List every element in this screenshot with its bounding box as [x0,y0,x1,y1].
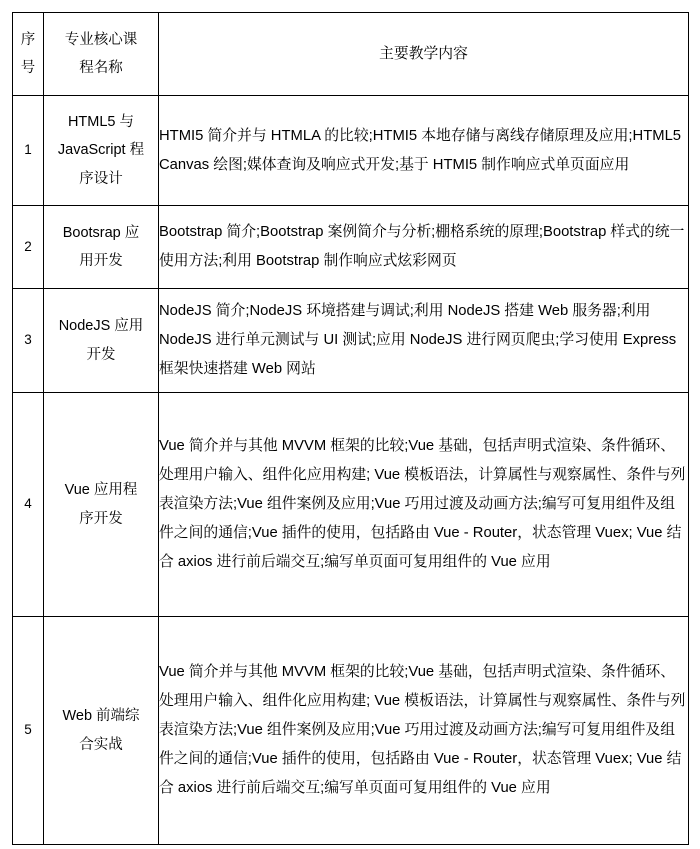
row-content-1: HTMI5 简介并与 HTMLA 的比较;HTMI5 本地存储与离线存储原理及应用;HTML5 Canvas 绘图;媒体查询及响应式开发;基于 HTMI5 制作响应式单页面应用 [159,96,689,206]
row-course-name-5 [44,617,159,845]
header-cell-content: 主要教学内容 [159,13,689,96]
row-index-2: 2 [13,206,44,289]
header-cell-index [13,13,44,96]
course-name-line1: Web 前端综 [62,708,140,725]
row-index-4: 4 [13,393,44,617]
table-body [13,96,689,845]
header-name-line2: 程名称 [79,60,123,76]
header-cell-course-name [44,13,159,96]
row-index-3: 3 [13,289,44,393]
row-content-5: Vue 简介并与其他 MVVM 框架的比较;Vue 基础，包括声明式渲染、条件循环、处理用户输入、组件化应用构建; Vue 模板语法，计算属性与观察属性、条件与列表渲染方法;Vue 组件案例及应用;Vue 巧用过渡及动画方法;编写可复用组件及组件之间的通信;Vue 插件的使用，包括路由 Vue - Router，状态管理 Vuex; Vue 结合 axios 进行前后端交互;编写单页面可复用组件的 Vue 应用 [159,617,689,845]
course-name-line1: Bootsrap 应 [62,224,140,241]
course-table-container [12,12,688,845]
row-content-2: Bootstrap 简介;Bootstrap 案例简介与分析;棚格系统的原理;Bootstrap 样式的统一使用方法;利用 Bootstrap 制作响应式炫彩网页 [159,206,689,289]
row-index-1: 1 [13,96,44,206]
row-course-name-2 [44,206,159,289]
course-name-line3: 序设计 [79,170,123,187]
course-name-line1: Vue 应用程 [64,482,138,499]
course-name-line1: HTML5 与 [67,114,135,131]
course-name-line1: NodeJS 应用 [58,318,144,335]
row-course-name-4 [44,393,159,617]
header-index-line2: 号 [20,60,36,76]
row-course-name-1 [44,96,159,206]
table-row [13,617,689,845]
table-header [13,13,689,96]
course-name-line2: 合实战 [79,736,123,753]
table-row [13,393,689,617]
row-index-5: 5 [13,617,44,845]
course-name-line2: 序开发 [79,510,123,527]
row-content-4: Vue 简介并与其他 MVVM 框架的比较;Vue 基础，包括声明式渲染、条件循环、处理用户输入、组件化应用构建; Vue 模板语法，计算属性与观察属性、条件与列表渲染方法;Vue 组件案例及应用;Vue 巧用过渡及动画方法;编写可复用组件及组件之间的通信;Vue 插件的使用，包括路由 Vue - Router，状态管理 Vuex; Vue 结合 axios 进行前后端交互;编写单页面可复用组件的 Vue 应用 [159,393,689,617]
core-course-table [12,12,689,845]
header-name-line1: 专业核心课 [64,31,138,48]
row-content-3: NodeJS 简介;NodeJS 环境搭建与调试;利用 NodeJS 搭建 Web 服务器;利用 NodeJS 进行单元测试与 UI 测试;应用 NodeJS 进行网页爬虫;学习使用 Express 框架快速搭建 Web 网站 [159,289,689,393]
course-name-line2: 开发 [86,346,116,363]
table-row [13,206,689,289]
course-name-line2: JavaScript 程 [57,142,145,159]
table-row [13,289,689,393]
row-course-name-3 [44,289,159,393]
header-index-line1: 序 [20,31,36,48]
table-row [13,96,689,206]
table-header-row [13,13,689,96]
course-name-line2: 用开发 [79,253,123,269]
